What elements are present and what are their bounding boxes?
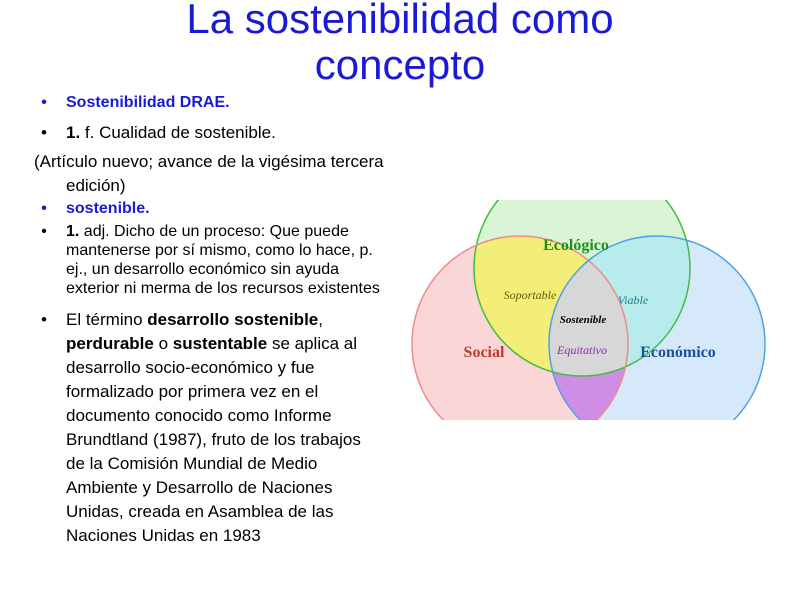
label-sostenible: Sostenible — [559, 314, 607, 326]
text-part: se aplica al desarrollo socio-económico y fue formalizado por primera vez en el documento conocido como Informe Brundtland (1987), fruto de los trabajos de la Comisión Mundial de Medio Ambiente y Desarrollo de Naciones Unidas, creada en Asamblea de las Naciones Unidas en 1983 — [66, 334, 361, 545]
list-item-sostenible — [34, 198, 384, 220]
term-perdurable: perdurable — [66, 334, 154, 353]
definitions-list — [34, 92, 384, 548]
text-part: El término — [66, 310, 148, 329]
label-social: Social — [463, 344, 505, 361]
edition-note: (Artículo nuevo; avance de la vigésima tercera edición) — [34, 152, 384, 195]
text-part: , — [318, 310, 323, 329]
label-ecologico: Ecológico — [543, 237, 609, 254]
label-soportable: Soportable — [503, 288, 557, 302]
term-sustentable: sustentable — [172, 334, 268, 353]
label-viable: Viable — [617, 293, 649, 307]
definition-text: adj. Dicho de un proceso: Que puede mantenerse por sí mismo, como lo hace, p. ej., un desarrollo económico sin ayuda exterior ni merma de los recursos existentes — [66, 223, 380, 297]
label-equitativo: Equitativo — [557, 343, 607, 357]
list-item-definition-2 — [34, 222, 384, 298]
bullet-icon: • — [41, 310, 47, 329]
slide-title: La sostenibilidad como concepto — [186, 0, 614, 88]
list-item-definition-1 — [34, 122, 384, 144]
term-sostenible: sostenible. — [66, 200, 150, 217]
bullet-icon: • — [41, 223, 47, 240]
bullet-icon: • — [41, 94, 47, 111]
sustainability-venn-diagram — [410, 200, 780, 420]
bullet-icon: • — [41, 123, 47, 142]
definition-number: 1. — [66, 123, 81, 142]
label-economico: Económico — [640, 344, 716, 361]
definition-number: 1. — [66, 223, 80, 240]
list-item-desarrollo-sostenible — [34, 308, 384, 548]
text-part: o — [153, 334, 173, 353]
term-desarrollo-sostenible: desarrollo sostenible — [147, 310, 319, 329]
bullet-icon: • — [41, 200, 47, 217]
term-sostenibilidad: Sostenibilidad DRAE. — [66, 94, 230, 111]
list-item-drae — [34, 92, 384, 114]
definition-text: f. Cualidad de sostenible. — [80, 123, 276, 142]
